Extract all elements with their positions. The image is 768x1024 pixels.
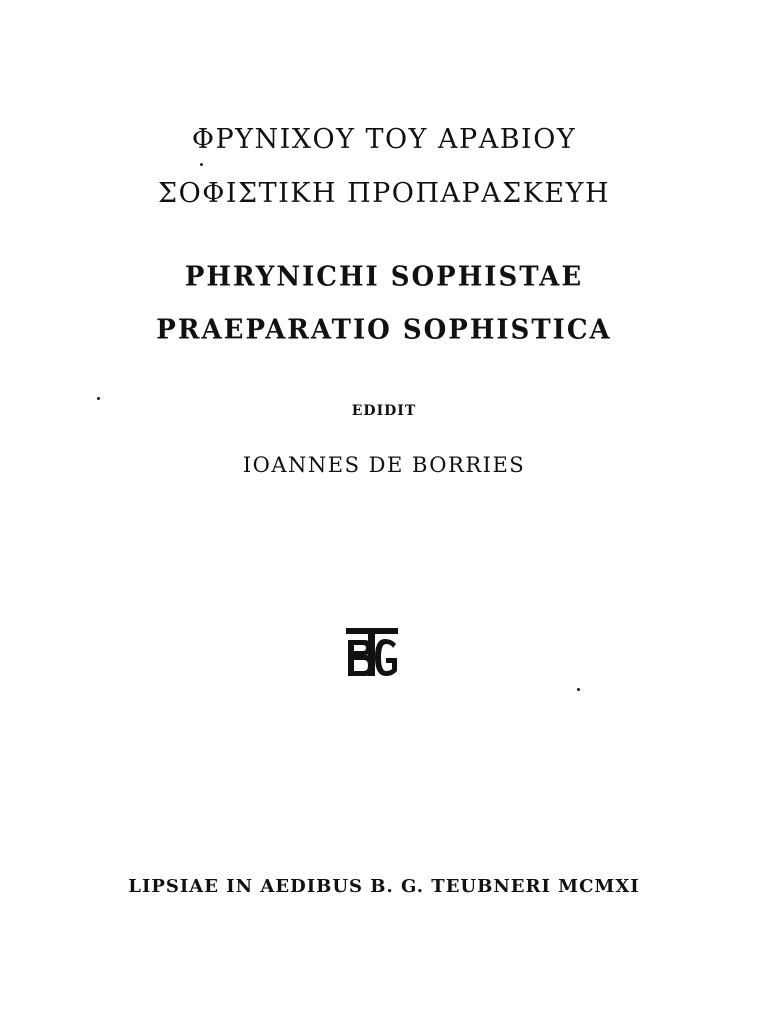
latin-title-line-2: PRAEPARATIO SOPHISTICA	[156, 314, 612, 346]
greek-title-line-2: ΣΟΦΙΣΤΙΚΗ ΠΡΟΠΑΡΑΣΚΕΥΗ	[158, 178, 610, 209]
latin-title-line-1: PHRYNICHI SOPHISTAE	[184, 261, 584, 293]
greek-title-line-1: ΦΡΥΝΙΧΟΥ ΤΟΥ ΑΡΑΒΙΟΥ	[191, 124, 577, 155]
ink-speck	[97, 397, 100, 400]
ink-speck	[577, 688, 580, 691]
imprint: LIPSIAE IN AEDIBUS B. G. TEUBNERI MCMXI	[128, 876, 640, 897]
teubner-publisher-mark-icon	[344, 626, 400, 680]
ink-speck	[200, 163, 203, 166]
editor-label: EDIDIT	[351, 403, 417, 419]
editor-name: IOANNES DE BORRIES	[242, 453, 526, 477]
